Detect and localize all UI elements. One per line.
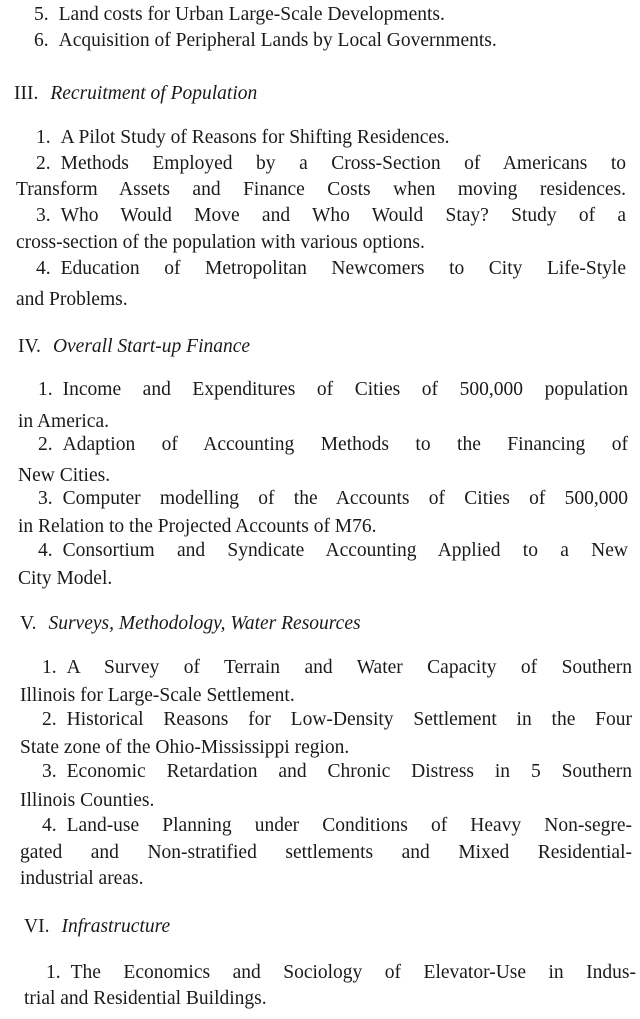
item-continuation: Illinois Counties. xyxy=(20,790,155,811)
item-continuation: State zone of the Ohio-Mississippi region. xyxy=(20,737,350,758)
list-item xyxy=(36,151,626,177)
item-number: 4. xyxy=(42,815,57,836)
item-number: 4. xyxy=(36,258,51,279)
item-text: Acquisition of Peripheral Lands by Local Governments. xyxy=(58,30,497,51)
list-item xyxy=(34,28,497,54)
item-number: 3. xyxy=(36,205,51,226)
item-continuation: New Cities. xyxy=(18,465,111,486)
item-number: 6. xyxy=(34,30,49,51)
item-continuation: in Relation to the Projected Accounts of M76. xyxy=(18,516,377,537)
section-heading xyxy=(24,914,170,940)
section-title: Infrastructure xyxy=(61,916,171,937)
list-item xyxy=(38,486,628,512)
item-text: The Economics and Sociology of Elevator-Use in Indus- xyxy=(70,962,636,983)
item-text: Education of Metropolitan Newcomers to City Life-Style xyxy=(60,258,626,279)
item-continuation: trial and Residential Buildings. xyxy=(24,988,267,1009)
item-continuation: cross-section of the population with various options. xyxy=(16,232,425,253)
item-continuation: Transform Assets and Finance Costs when moving residences. xyxy=(16,179,626,200)
item-continuation: Illinois for Large-Scale Settlement. xyxy=(20,685,295,706)
section-title: Overall Start-up Finance xyxy=(52,336,251,357)
item-text: Computer modelling of the Accounts of Cities of 500,000 xyxy=(62,488,628,509)
list-item xyxy=(36,256,626,282)
item-text: Land costs for Urban Large-Scale Developments. xyxy=(58,4,445,25)
item-number: 3. xyxy=(38,488,53,509)
item-number: 1. xyxy=(36,127,51,148)
item-continuation: and Problems. xyxy=(16,289,128,310)
item-continuation: gated and Non-stratified settlements and Mixed Residential- xyxy=(20,842,632,863)
item-number: 1. xyxy=(38,379,53,400)
section-number: VI. xyxy=(24,916,50,937)
list-item xyxy=(34,2,445,28)
section-number: III. xyxy=(14,83,39,104)
item-text: Historical Reasons for Low-Density Settlement in the Four xyxy=(66,709,632,730)
item-text: A Survey of Terrain and Water Capacity of Southern xyxy=(66,657,632,678)
item-text: A Pilot Study of Reasons for Shifting Residences. xyxy=(60,127,450,148)
list-item xyxy=(46,960,636,986)
item-text: Methods Employed by a Cross-Section of Americans to xyxy=(60,153,626,174)
item-number: 3. xyxy=(42,761,57,782)
list-item xyxy=(42,759,632,785)
item-number: 2. xyxy=(42,709,57,730)
item-text: Who Would Move and Who Would Stay? Study of a xyxy=(60,205,626,226)
item-text: Adaption of Accounting Methods to the Financing of xyxy=(62,434,628,455)
item-number: 2. xyxy=(36,153,51,174)
item-number: 1. xyxy=(42,657,57,678)
section-heading xyxy=(14,81,257,107)
item-number: 4. xyxy=(38,540,53,561)
item-number: 5. xyxy=(34,4,49,25)
section-title: Recruitment of Population xyxy=(50,83,258,104)
list-item xyxy=(38,377,628,403)
item-number: 1. xyxy=(46,962,61,983)
item-continuation: industrial areas. xyxy=(20,868,144,889)
item-number: 2. xyxy=(38,434,53,455)
item-text: Consortium and Syndicate Accounting Applied to a New xyxy=(62,540,628,561)
item-text: Economic Retardation and Chronic Distress in 5 Southern xyxy=(66,761,632,782)
section-heading xyxy=(18,334,250,360)
item-text: Income and Expenditures of Cities of 500,000 population xyxy=(62,379,628,400)
list-item xyxy=(36,125,450,151)
section-number: IV. xyxy=(18,336,41,357)
item-continuation: in America. xyxy=(18,411,109,432)
list-item xyxy=(38,432,628,458)
section-number: V. xyxy=(20,613,37,634)
list-item xyxy=(38,538,628,564)
item-continuation: City Model. xyxy=(18,568,113,589)
section-heading xyxy=(20,611,361,637)
list-item xyxy=(36,203,626,229)
section-title: Surveys, Methodology, Water Resources xyxy=(48,613,361,634)
item-text: Land-use Planning under Conditions of Heavy Non-segre- xyxy=(66,815,632,836)
list-item xyxy=(42,813,632,839)
list-item xyxy=(42,707,632,733)
list-item xyxy=(42,655,632,681)
